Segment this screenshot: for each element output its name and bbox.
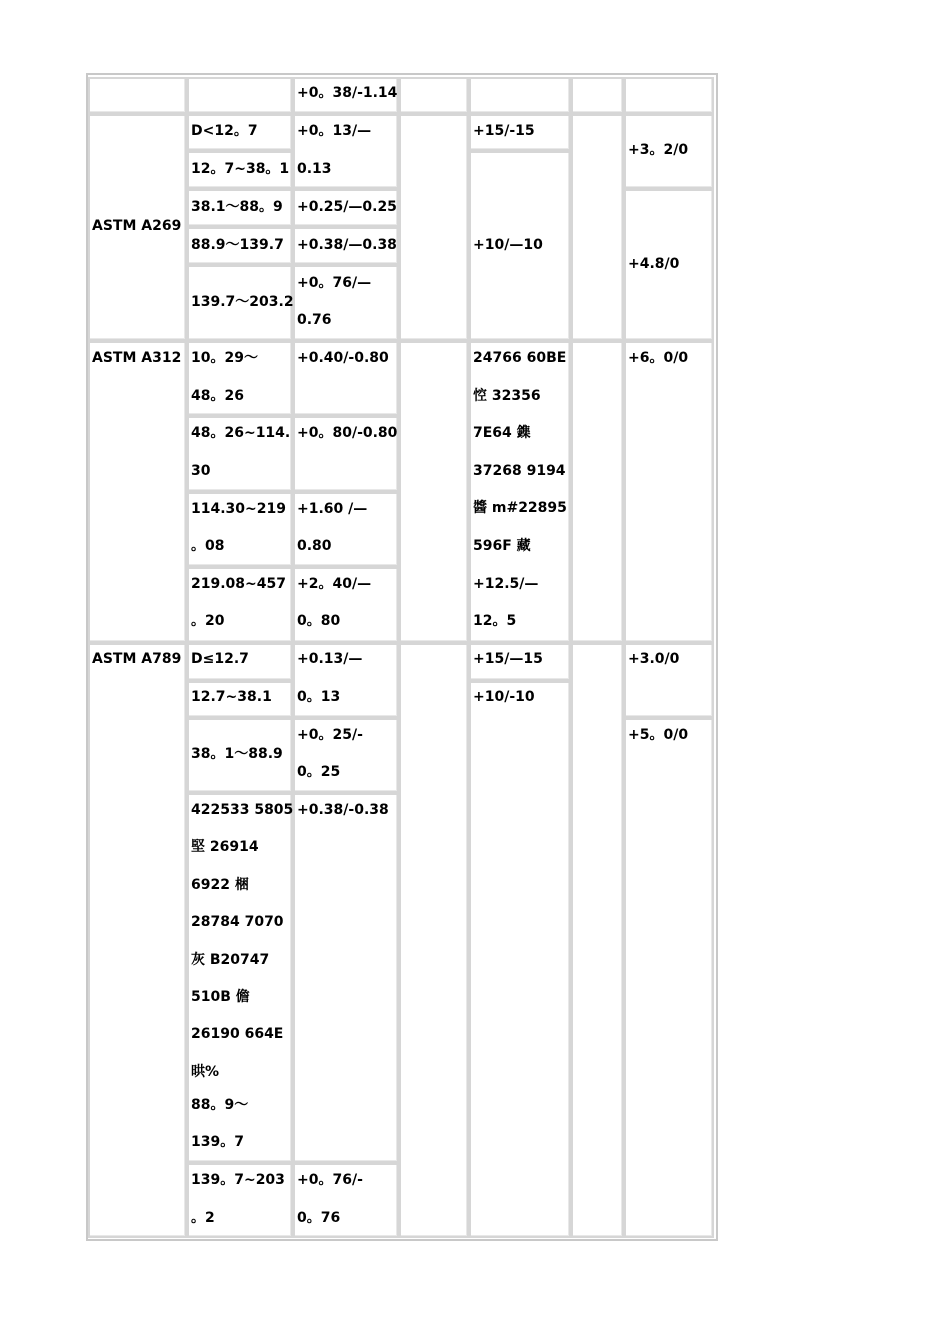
cell-text: 88。9～ <box>191 1097 249 1113</box>
cell-text: +10/-10 <box>473 689 535 705</box>
cell-text: 0。13 <box>297 689 341 705</box>
a312-od-1 <box>187 416 293 492</box>
cell-text: 7E64 鏶 <box>473 425 531 442</box>
a312-wall <box>469 341 571 643</box>
cell-text: +0.38/-0.38 <box>297 802 389 818</box>
a269-od-1 <box>187 151 293 189</box>
cell-text: 88.9～139.7 <box>191 237 284 253</box>
cell-text: +6。0/0 <box>628 350 689 366</box>
cell-text: D<12。7 <box>191 123 258 139</box>
cell-text: D≤12.7 <box>191 651 249 667</box>
cell-text: 12.7~38.1 <box>191 689 272 705</box>
cell-text: 悾 32356 <box>473 387 541 404</box>
a789-odtol-0 <box>293 643 399 718</box>
cell-text: 596F 藏 <box>473 538 531 554</box>
a789-wall-1 <box>469 681 571 1238</box>
cell-text: 139。7 <box>191 1134 244 1150</box>
a269-od-3 <box>187 227 293 265</box>
a269-wall-1 <box>469 151 571 341</box>
cell-text: 10。29～ <box>191 350 258 366</box>
cell-text: 422533 5805 <box>191 802 294 818</box>
a789-odtol-3 <box>293 1163 399 1238</box>
a269-od-2 <box>187 189 293 227</box>
a312-odtol-1 <box>293 416 399 492</box>
a312-odtol-0 <box>293 341 399 416</box>
cell-text: 510B 儋 <box>191 989 250 1005</box>
top-c4 <box>399 77 469 114</box>
cell-text: 37268 9194 <box>473 462 566 479</box>
cell-text: 30 <box>191 463 211 479</box>
cell-text: +0.38/—0.38 <box>297 237 397 253</box>
cell-text: 晎% <box>191 1064 220 1080</box>
cell-text: 堅 26914 <box>191 839 259 855</box>
cell-text: +0。80/-0.80 <box>297 425 398 441</box>
cell-text: ASTM A269 <box>92 218 182 234</box>
cell-text: 38。1～88.9 <box>191 746 283 762</box>
cell-text: +0。76/- <box>297 1172 363 1188</box>
a789-od-4 <box>187 1163 293 1238</box>
cell-text: 48。26~114. <box>191 425 291 441</box>
cell-text: +0。25/- <box>297 727 363 743</box>
a312-odtol-2 <box>293 492 399 567</box>
top-c7 <box>624 77 714 114</box>
cell-text: 139。7~203 <box>191 1172 285 1188</box>
a789-od-1 <box>187 681 293 718</box>
cell-text: +3.0/0 <box>628 651 680 667</box>
cell-text: 0.80 <box>297 538 332 554</box>
a312-c6 <box>571 341 624 643</box>
cell-text: 醬 m#22895 <box>473 500 567 517</box>
cell-text: 24766 60BE <box>473 350 567 366</box>
cell-text: +2。40/— <box>297 576 372 592</box>
top-c3 <box>293 77 399 114</box>
a269-odtol-3 <box>293 265 399 341</box>
a269-od-4 <box>187 265 293 341</box>
a312-od-3 <box>187 567 293 643</box>
cell-text: +0。13/— <box>297 123 372 139</box>
cell-text: 48。26 <box>191 388 244 404</box>
a269-c4 <box>399 114 469 341</box>
top-c6 <box>571 77 624 114</box>
a312-c4 <box>399 341 469 643</box>
a269-odtol-1 <box>293 189 399 227</box>
a269-len-1 <box>624 189 714 341</box>
a789-od-2 <box>187 718 293 793</box>
a789-odtol-2 <box>293 793 399 1163</box>
a789-len-0 <box>624 643 714 718</box>
cell-text: +1.60 /— <box>297 501 368 517</box>
a789-od-3 <box>187 793 293 1163</box>
a269-od-0 <box>187 114 293 151</box>
cell-text: 38.1～88。9 <box>191 199 283 215</box>
cell-text: 0.13 <box>297 161 332 177</box>
cell-text: 28784 7070 <box>191 914 284 930</box>
cell-text: 。20 <box>191 613 225 629</box>
a789-od-0 <box>187 643 293 681</box>
cell-text: +0。76/— <box>297 275 372 291</box>
top-c2 <box>187 77 293 114</box>
a789-c4 <box>399 643 469 1238</box>
a312-odtol-3 <box>293 567 399 643</box>
cell-text: 26190 664E <box>191 1026 284 1042</box>
cell-text: 。08 <box>191 538 225 554</box>
cell-text: 。2 <box>191 1210 215 1226</box>
a269-standard <box>88 114 187 341</box>
a269-c6 <box>571 114 624 341</box>
cell-text: +5。0/0 <box>628 727 689 743</box>
cell-text: 0。25 <box>297 764 341 780</box>
cell-text: 139.7～203.2 <box>191 294 294 310</box>
a312-od-2 <box>187 492 293 567</box>
a312-standard <box>88 341 187 643</box>
a269-odtol-2 <box>293 227 399 265</box>
cell-text: 6922 梱 <box>191 877 249 893</box>
a269-wall-0 <box>469 114 571 151</box>
a269-odtol-0 <box>293 114 399 189</box>
top-c5 <box>469 77 571 114</box>
cell-text: +0.25/—0.25 <box>297 199 397 215</box>
cell-text: +15/-15 <box>473 123 535 139</box>
top-c1 <box>88 77 187 114</box>
cell-text: +4.8/0 <box>628 256 680 272</box>
a269-len-0 <box>624 114 714 189</box>
cell-text: 12。7~38。1 <box>191 161 290 177</box>
cell-text: 219.08~457 <box>191 576 286 592</box>
a789-standard <box>88 643 187 1238</box>
a789-c6 <box>571 643 624 1238</box>
cell-text: 114.30~219 <box>191 501 286 517</box>
cell-text: +3。2/0 <box>628 142 689 158</box>
cell-text: 灰 B20747 <box>191 952 270 968</box>
a789-odtol-1 <box>293 718 399 793</box>
cell-text: +0。38/-1.14 <box>297 85 398 101</box>
a789-len-1 <box>624 718 714 1238</box>
cell-text: +15/—15 <box>473 651 543 667</box>
cell-text: ASTM A789 <box>92 651 182 667</box>
tolerance-table <box>86 73 718 1241</box>
cell-text: 12。5 <box>473 613 517 630</box>
cell-text: +12.5/— <box>473 575 539 592</box>
cell-text: +10/—10 <box>473 237 543 253</box>
cell-text: ASTM A312 <box>92 350 182 366</box>
a312-len <box>624 341 714 643</box>
cell-text: 0.76 <box>297 312 332 328</box>
cell-text: 0。76 <box>297 1210 341 1226</box>
cell-text: +0.13/— <box>297 651 363 667</box>
cell-text: +0.40/-0.80 <box>297 350 389 366</box>
cell-text: 0。80 <box>297 613 341 629</box>
a789-wall-0 <box>469 643 571 681</box>
a312-od-0 <box>187 341 293 416</box>
